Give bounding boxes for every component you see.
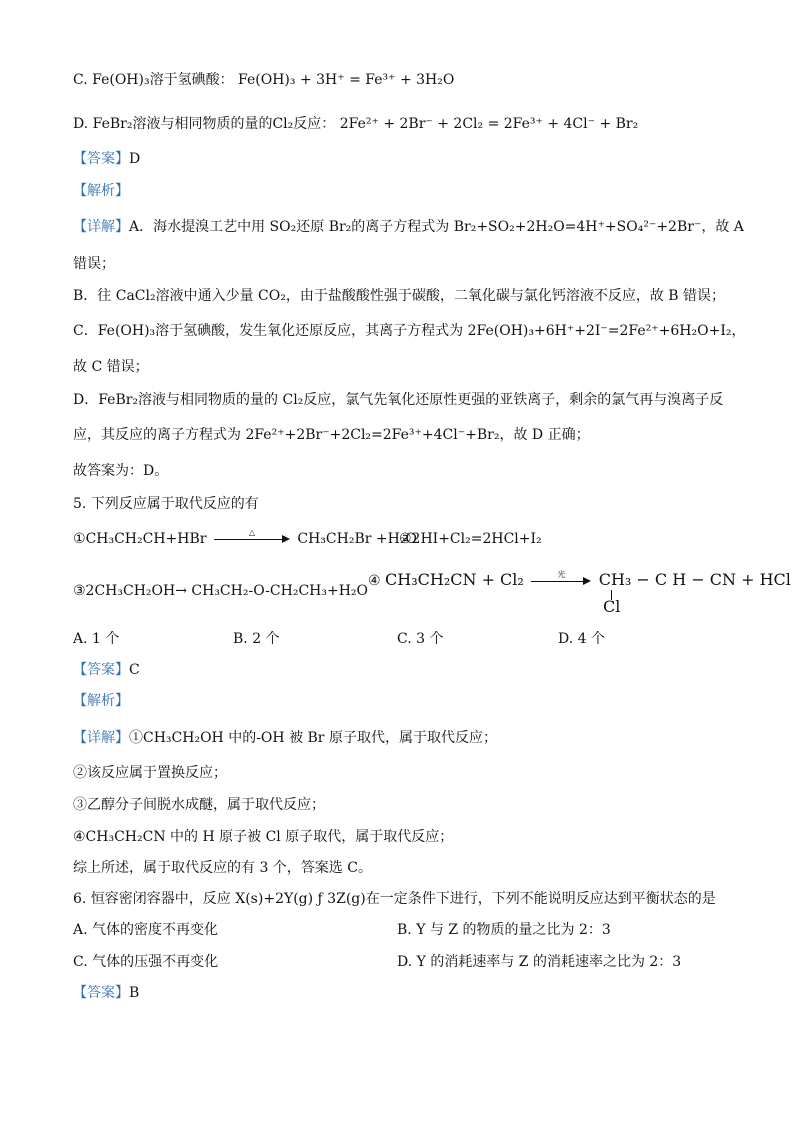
q6-stem: 6. 恒容密闭容器中，反应 X(s)+2Y(g) ƒ 3Z(g)在一定条件下进行，下列不能说明反应达到平衡状态的是 <box>73 891 716 907</box>
q5-detail-1 <box>73 728 497 748</box>
answer-value: D <box>129 151 141 167</box>
q4-option-d <box>73 114 638 134</box>
q4-detail-a-cont: 错误； <box>73 256 115 272</box>
detail-text: ①CH₃CH₂OH 中的-OH 被 Br 原子取代，属于取代反应； <box>129 730 497 746</box>
answer-label: 【答案】 <box>73 662 129 678</box>
q5-option-d: D. 4 个 <box>558 631 605 647</box>
reactants: CH₃CH₂CH+HBr <box>85 531 207 547</box>
q5-reaction-1 <box>73 529 417 549</box>
option-text: Fe(OH)₃溶于氢碘酸： <box>92 72 234 88</box>
reaction-arrow <box>531 570 591 588</box>
q5-analysis-label: 【解析】 <box>73 693 129 709</box>
answer-label: 【答案】 <box>73 151 129 167</box>
detail-text: A．海水提溴工艺中用 SO₂还原 Br₂的离子方程式为 Br₂+SO₂+2H₂O=4H⁺+SO₄²⁻+2Br⁻，故 A <box>129 219 744 235</box>
option-label: C. <box>73 72 88 88</box>
q5-detail-2: ②该反应属于置换反应； <box>73 765 227 781</box>
q4-option-c <box>73 70 454 90</box>
option-label: D. <box>73 116 89 132</box>
answer-value: C <box>129 662 140 678</box>
condition-label: 光 <box>557 570 566 579</box>
q4-detail-b: B．往 CaCl₂溶液中通入少量 CO₂，由于盐酸酸性强于碳酸，二氧化碳与氯化钙溶液不反应，故 B 错误； <box>73 288 726 304</box>
equation: 2Fe²⁺ + 2Br⁻ + 2Cl₂ = 2Fe³⁺ + 4Cl⁻ + Br₂ <box>339 116 639 132</box>
q6-option-d: D. Y 的消耗速率与 Z 的消耗速率之比为 2：3 <box>397 954 682 970</box>
q4-detail-c-cont: 故 C 错误； <box>73 359 149 375</box>
q5-option-a: A. 1 个 <box>73 631 120 647</box>
q4-detail-a <box>73 217 744 237</box>
q6-option-c: C. 气体的压强不再变化 <box>73 954 219 970</box>
q4-detail-d-cont: 应，其反应的离子方程式为 2Fe²⁺+2Br⁻+2Cl₂=2Fe³⁺+4Cl⁻+Br₂，故 D 正确； <box>73 427 590 443</box>
q5-option-b: B. 2 个 <box>233 631 280 647</box>
q6-option-b: B. Y 与 Z 的物质的量之比为 2：3 <box>397 922 611 938</box>
q4-answer <box>73 149 140 169</box>
equation: Fe(OH)₃ + 3H⁺ = Fe³⁺ + 3H₂O <box>238 72 455 88</box>
q5-stem: 5. 下列反应属于取代反应的有 <box>73 496 259 512</box>
reaction-number: ① <box>73 531 86 547</box>
reaction-arrow <box>214 528 290 546</box>
q5-option-c: C. 3 个 <box>397 631 444 647</box>
q5-answer <box>73 660 140 680</box>
substituent-cl: Cl <box>603 597 621 616</box>
reaction-number: ④ <box>368 573 381 589</box>
products: CH₃ − C H − CN + HCl <box>598 570 791 589</box>
q5-detail-3: ③乙醇分子间脱水成醚，属于取代反应； <box>73 797 325 813</box>
detail-label: 【详解】 <box>73 219 129 235</box>
q5-reaction-3: ③2CH₃CH₂OH→ CH₃CH₂-O-CH₂CH₃+H₂O <box>73 583 369 599</box>
answer-label: 【答案】 <box>73 985 129 1001</box>
q5-reaction-4 <box>368 570 791 591</box>
detail-label: 【详解】 <box>73 730 129 746</box>
q4-analysis-label: 【解析】 <box>73 183 129 199</box>
answer-value: B <box>129 985 140 1001</box>
option-text: FeBr₂溶液与相同物质的量的Cl₂反应： <box>92 116 336 132</box>
q5-reaction-2: ②2HI+Cl₂=2HCl+I₂ <box>399 531 542 547</box>
reactants: CH₃CH₂CN + Cl₂ <box>385 570 524 589</box>
q5-detail-4: ④CH₃CH₂CN 中的 H 原子被 Cl 原子取代，属于取代反应； <box>73 829 454 845</box>
condition-label: △ <box>248 528 256 537</box>
q6-answer <box>73 983 139 1003</box>
q6-option-a: A. 气体的密度不再变化 <box>73 922 219 938</box>
q5-detail-5: 综上所述，属于取代反应的有 3 个，答案选 C。 <box>73 860 372 876</box>
q4-conclusion: 故答案为：D。 <box>73 463 169 479</box>
q4-detail-d: D．FeBr₂溶液与相同物质的量的 Cl₂反应，氯气先氧化还原性更强的亚铁离子，剩余的氯气再与溴离子反 <box>73 392 724 408</box>
q4-detail-c: C．Fe(OH)₃溶于氢碘酸，发生氧化还原反应，其离子方程式为 2Fe(OH)₃+6H⁺+2I⁻=2Fe²⁺+6H₂O+I₂， <box>73 323 746 339</box>
products: CH₃CH₂Br +H₂O <box>297 531 417 547</box>
